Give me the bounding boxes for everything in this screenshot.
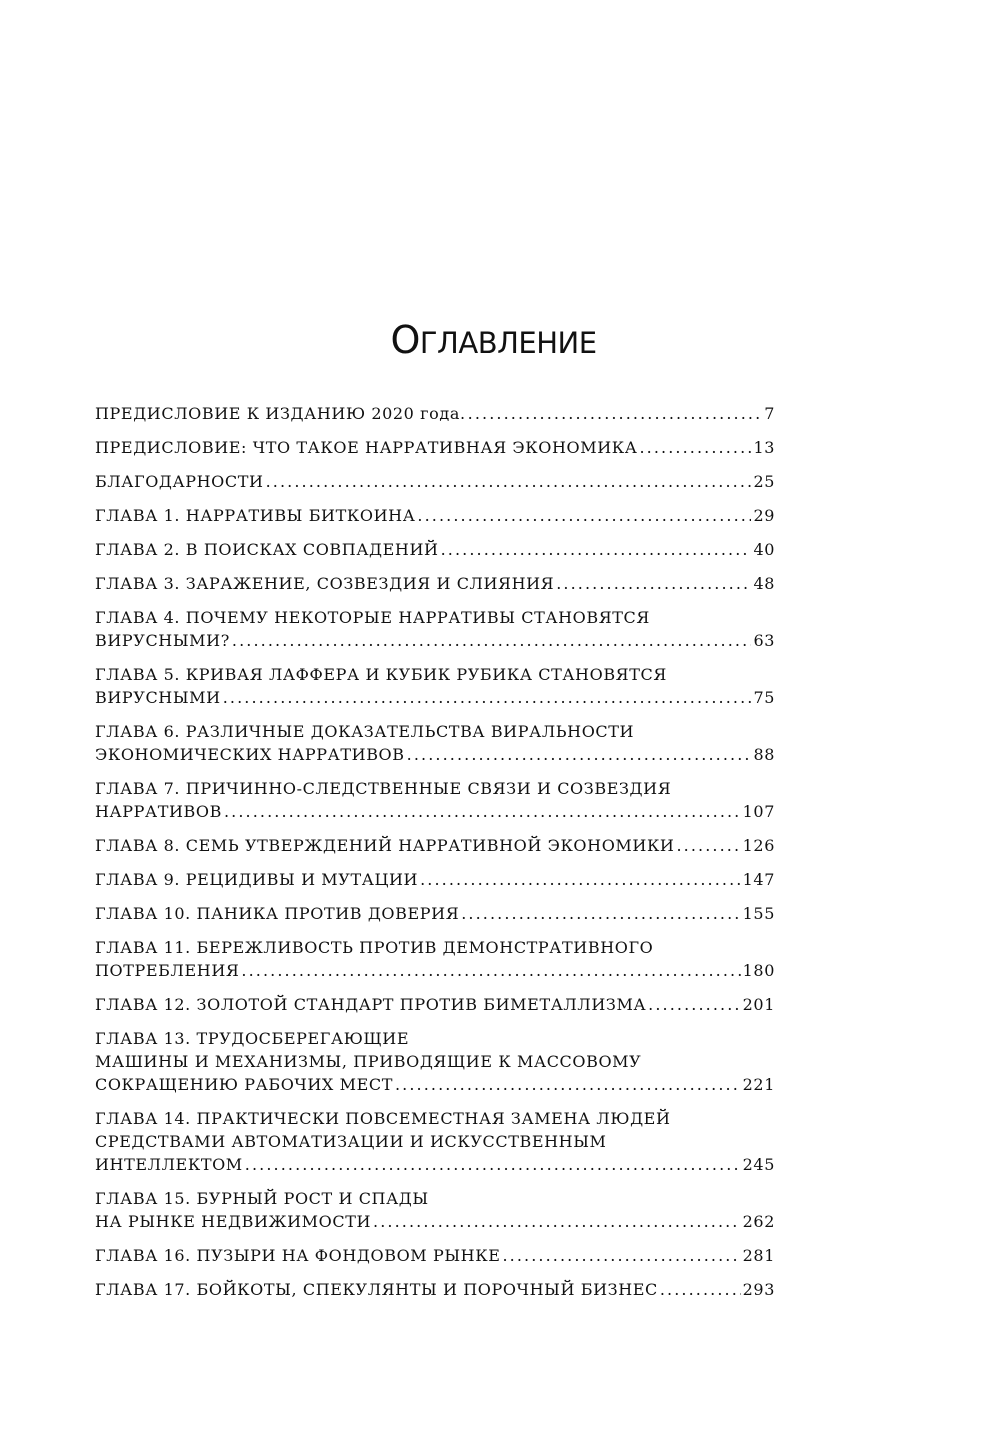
table-of-contents [95, 402, 775, 1312]
toc-entry-last-line [95, 1210, 775, 1233]
toc-entry-last-line [95, 993, 775, 1016]
toc-entry-text: ЭКОНОМИЧЕСКИХ НАРРАТИВОВ [95, 745, 405, 764]
toc-dot-leader [468, 402, 763, 425]
toc-entry-last-line [95, 1244, 775, 1267]
toc-entry-text: СОКРАЩЕНИЮ РАБОЧИХ МЕСТ [95, 1075, 393, 1094]
toc-entry-text: ПРЕДИСЛОВИЕ К ИЗДАНИЮ 2020 года. [95, 404, 466, 423]
toc-page-number: 180 [742, 961, 775, 980]
toc-dot-leader [407, 743, 752, 766]
toc-page-number: 75 [753, 688, 775, 707]
toc-entry-last-line [95, 834, 775, 857]
toc-entry-last-line [95, 402, 775, 425]
toc-dot-leader [224, 800, 741, 823]
toc-entry-text: МАШИНЫ И МЕХАНИЗМЫ, ПРИВОДЯЩИЕ К МАССОВОМУ [95, 1052, 642, 1071]
toc-page-number: 155 [742, 904, 775, 923]
toc-entry-text: ГЛАВА 8. СЕМЬ УТВЕРЖДЕНИЙ НАРРАТИВНОЙ ЭКОНОМИКИ [95, 836, 675, 855]
toc-dot-leader [232, 629, 752, 652]
toc-entry[interactable] [95, 436, 775, 459]
toc-entry-text: ПОТРЕБЛЕНИЯ [95, 961, 240, 980]
toc-entry[interactable] [95, 538, 775, 561]
toc-dot-leader [441, 538, 752, 561]
toc-entry-text: ГЛАВА 15. БУРНЫЙ РОСТ И СПАДЫ [95, 1189, 429, 1208]
toc-dot-leader [648, 993, 740, 1016]
toc-entry-text: ГЛАВА 7. ПРИЧИННО-СЛЕДСТВЕННЫЕ СВЯЗИ И СОЗВЕЗДИЯ [95, 779, 672, 798]
toc-dot-leader [245, 1153, 741, 1176]
toc-entry[interactable] [95, 902, 775, 925]
toc-page-number: 107 [742, 802, 775, 821]
toc-page-number: 201 [742, 995, 775, 1014]
toc-dot-leader [677, 834, 741, 857]
toc-entry-text: БЛАГОДАРНОСТИ [95, 472, 264, 491]
toc-entry-text: ГЛАВА 5. КРИВАЯ ЛАФФЕРА И КУБИК РУБИКА СТАНОВЯТСЯ [95, 665, 667, 684]
toc-entry[interactable] [95, 868, 775, 891]
toc-entry-text: ГЛАВА 6. РАЗЛИЧНЫЕ ДОКАЗАТЕЛЬСТВА ВИРАЛЬНОСТИ [95, 722, 635, 741]
toc-entry-text: ГЛАВА 17. БОЙКОТЫ, СПЕКУЛЯНТЫ И ПОРОЧНЫЙ БИЗНЕС [95, 1280, 658, 1299]
toc-entry-last-line [95, 1073, 775, 1096]
toc-entry[interactable] [95, 572, 775, 595]
toc-page-number: 13 [753, 438, 775, 457]
toc-entry-text: ГЛАВА 4. ПОЧЕМУ НЕКОТОРЫЕ НАРРАТИВЫ СТАНОВЯТСЯ [95, 608, 650, 627]
toc-entry-text: ПРЕДИСЛОВИЕ: ЧТО ТАКОЕ НАРРАТИВНАЯ ЭКОНОМИКА [95, 438, 638, 457]
toc-entry-text: НАРРАТИВОВ [95, 802, 222, 821]
toc-entry[interactable] [95, 1107, 775, 1176]
toc-page-number: 63 [753, 631, 775, 650]
toc-page-number: 29 [753, 506, 775, 525]
toc-entry[interactable] [95, 663, 775, 709]
toc-dot-leader [223, 686, 752, 709]
toc-entry-text: ВИРУСНЫМИ? [95, 631, 230, 650]
toc-entry-text: ГЛАВА 1. НАРРАТИВЫ БИТКОИНА [95, 506, 416, 525]
toc-dot-leader [417, 504, 751, 527]
toc-entry-last-line [95, 686, 775, 709]
toc-page-number: 88 [753, 745, 775, 764]
toc-entry[interactable] [95, 993, 775, 1016]
toc-entry[interactable] [95, 1278, 775, 1301]
toc-entry[interactable] [95, 1244, 775, 1267]
toc-page-number: 262 [742, 1212, 775, 1231]
toc-dot-leader [639, 436, 751, 459]
page-title [0, 318, 987, 362]
toc-entry[interactable] [95, 1027, 775, 1096]
toc-entry[interactable] [95, 504, 775, 527]
toc-dot-leader [373, 1210, 741, 1233]
toc-entry-last-line [95, 436, 775, 459]
toc-entry[interactable] [95, 1187, 775, 1233]
page-title-rest: ГЛАВЛЕНИЕ [419, 326, 597, 360]
toc-entry-last-line [95, 538, 775, 561]
toc-dot-leader [241, 959, 740, 982]
toc-entry[interactable] [95, 834, 775, 857]
toc-entry-last-line [95, 959, 775, 982]
toc-dot-leader [556, 572, 751, 595]
toc-entry[interactable] [95, 606, 775, 652]
toc-entry-text: ВИРУСНЫМИ [95, 688, 221, 707]
toc-entry[interactable] [95, 936, 775, 982]
toc-page-number: 7 [764, 404, 775, 423]
page-title-initial: О [390, 318, 420, 362]
toc-dot-leader [395, 1073, 741, 1096]
toc-entry-last-line [95, 1278, 775, 1301]
toc-entry-last-line [95, 504, 775, 527]
toc-entry-text: ИНТЕЛЛЕКТОМ [95, 1155, 243, 1174]
toc-page-number: 126 [742, 836, 775, 855]
toc-entry[interactable] [95, 470, 775, 493]
toc-page-number: 245 [742, 1155, 775, 1174]
toc-entry-text: СРЕДСТВАМИ АВТОМАТИЗАЦИИ И ИСКУССТВЕННЫМ [95, 1132, 607, 1151]
toc-page-number: 147 [742, 870, 775, 889]
toc-entry-last-line [95, 800, 775, 823]
toc-entry-text: ГЛАВА 2. В ПОИСКАХ СОВПАДЕНИЙ [95, 540, 439, 559]
toc-entry[interactable] [95, 777, 775, 823]
toc-entry-text: ГЛАВА 14. ПРАКТИЧЕСКИ ПОВСЕМЕСТНАЯ ЗАМЕНА ЛЮДЕЙ [95, 1109, 671, 1128]
toc-entry-text: ГЛАВА 13. ТРУДОСБЕРЕГАЮЩИЕ [95, 1029, 410, 1048]
toc-entry-text: ГЛАВА 11. БЕРЕЖЛИВОСТЬ ПРОТИВ ДЕМОНСТРАТИВНОГО [95, 938, 654, 957]
toc-entry-text: ГЛАВА 3. ЗАРАЖЕНИЕ, СОЗВЕЗДИЯ И СЛИЯНИЯ [95, 574, 555, 593]
toc-entry-last-line [95, 743, 775, 766]
toc-entry-last-line [95, 572, 775, 595]
toc-entry-last-line [95, 868, 775, 891]
toc-entry-text: ГЛАВА 16. ПУЗЫРИ НА ФОНДОВОМ РЫНКЕ [95, 1246, 501, 1265]
toc-dot-leader [420, 868, 741, 891]
toc-page-number: 293 [742, 1280, 775, 1299]
toc-entry[interactable] [95, 720, 775, 766]
toc-page-number: 40 [753, 540, 775, 559]
toc-entry-last-line [95, 470, 775, 493]
toc-dot-leader [503, 1244, 741, 1267]
toc-page-number: 25 [753, 472, 775, 491]
toc-dot-leader [266, 470, 752, 493]
toc-entry[interactable] [95, 402, 775, 425]
toc-entry-last-line [95, 629, 775, 652]
toc-page-number: 221 [742, 1075, 775, 1094]
toc-entry-text: ГЛАВА 9. РЕЦИДИВЫ И МУТАЦИИ [95, 870, 419, 889]
toc-dot-leader [660, 1278, 741, 1301]
toc-entry-last-line [95, 1153, 775, 1176]
toc-entry-text: НА РЫНКЕ НЕДВИЖИМОСТИ [95, 1212, 372, 1231]
toc-page-number: 48 [753, 574, 775, 593]
toc-entry-last-line [95, 902, 775, 925]
toc-page-number: 281 [742, 1246, 775, 1265]
toc-dot-leader [461, 902, 740, 925]
toc-entry-text: ГЛАВА 12. ЗОЛОТОЙ СТАНДАРТ ПРОТИВ БИМЕТАЛЛИЗМА [95, 995, 647, 1014]
toc-entry-text: ГЛАВА 10. ПАНИКА ПРОТИВ ДОВЕРИЯ [95, 904, 460, 923]
